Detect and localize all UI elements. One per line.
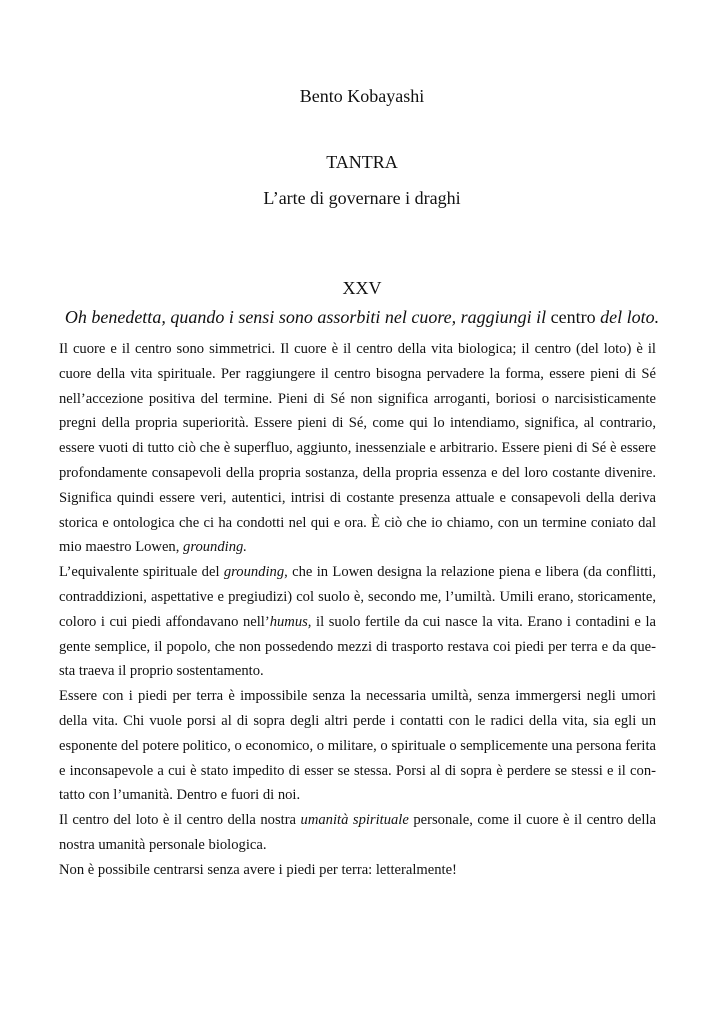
author-name: Bento Kobayashi [299, 86, 425, 106]
body-line: cuore della vita spirituale. Per raggiungere il centro bisogna pervadere la forma, essere pieni di Sé [59, 365, 656, 382]
book-subtitle: L’arte di governare i draghi [263, 188, 461, 208]
body-line-text: personale, come il cuore è il centro della [408, 812, 656, 829]
body-line-text: Il centro del loto è il centro della nostra [59, 812, 301, 829]
body-line: pregni della propria superiorità. Essere pieni di Sé, come qui lo intendiamo, significa, al contrario, [59, 415, 656, 432]
body-line-text: , che in Lowen designa la relazione piena e libera (da conflitti, [284, 564, 656, 581]
body-line: tatto con l’umanità. Dentro e fuori di noi. [59, 787, 301, 804]
body-line: storica e ontologica che ci ha condotti nel qui e ora. È ciò che io chiamo, con un termine coniato dal [59, 514, 656, 531]
body-line: nostra umanità personale biologica. [59, 836, 267, 853]
book-title: TANTRA [326, 152, 398, 172]
italic-term-umanita-spirituale: umanità spirituale [300, 812, 409, 829]
body-line [59, 535, 656, 560]
epigraph [0, 307, 724, 328]
italic-term-humus: humus, [269, 613, 312, 630]
body-line: della vita. Chi vuole porsi al di sopra degli altri perde i contatti con le radici della vita, sia egli un [59, 712, 656, 729]
body-line: esponente del potere politico, o economico, o militare, o spirituale o semplicemente una persona ferita [59, 737, 656, 754]
body-line [59, 808, 656, 833]
body-line-text: mio maestro Lowen, [59, 539, 184, 556]
epigraph-italic-part: Oh benedetta, quando i sensi sono assorbiti nel cuore, raggiungi il [64, 307, 547, 327]
body-line [59, 610, 656, 635]
body-line: e inconsapevole a cui è stato impedito di esser se stessa. Porsi al di sopra è perdere se stessi e il con- [59, 762, 656, 779]
body-line-text: L’equivalente spirituale del [59, 564, 224, 581]
body-line: profondamente consapevoli della propria sostanza, della propria essenza e del loro costante divenire. [59, 464, 656, 481]
italic-term-grounding: grounding [223, 564, 285, 581]
body-line-text: coloro i cui piedi affondavano nell’ [59, 613, 270, 630]
body-line: sta traeva il proprio sostentamento. [59, 663, 264, 680]
body-text [59, 337, 656, 883]
chapter-number: XXV [342, 278, 382, 298]
body-line: Non è possibile centrarsi senza avere i piedi per terra: letteralmente! [59, 861, 457, 878]
body-line: Essere con i piedi per terra è impossibile senza la necessaria umiltà, senza immergersi negli umori [59, 688, 656, 705]
body-line: gente semplice, il popolo, che non possedendo mezzi di trasporto restava coi piedi per terra e da que- [59, 638, 656, 655]
epigraph-roman-word: centro [550, 307, 596, 327]
body-line: nell’accezione positiva del termine. Pieni di Sé non significa arroganti, boriosi o narcisisticamente [59, 390, 656, 407]
epigraph-italic-end: del loto. [600, 307, 660, 327]
body-line [59, 560, 656, 585]
body-line: Significa quindi essere veri, autentici, intrisi di costante presenza attuale e consapevoli della deriva [59, 489, 656, 506]
body-line-text: il suolo fertile da cui nasce la vita. Erano i contadini e la [311, 613, 656, 630]
body-line: contraddizioni, aspettative e pregiudizi) col suolo è, secondo me, l’umiltà. Umili erano, storicamente, [59, 588, 656, 605]
body-line: Il cuore e il centro sono simmetrici. Il cuore è il centro della vita biologica; il centro (del loto) è il [59, 341, 656, 357]
italic-term-grounding: grounding. [183, 539, 247, 556]
body-line: essere vuoti di tutto ciò che è superfluo, aggiunto, inessenziale e arbitrario. Essere pieni di Sé è essere [59, 440, 656, 457]
